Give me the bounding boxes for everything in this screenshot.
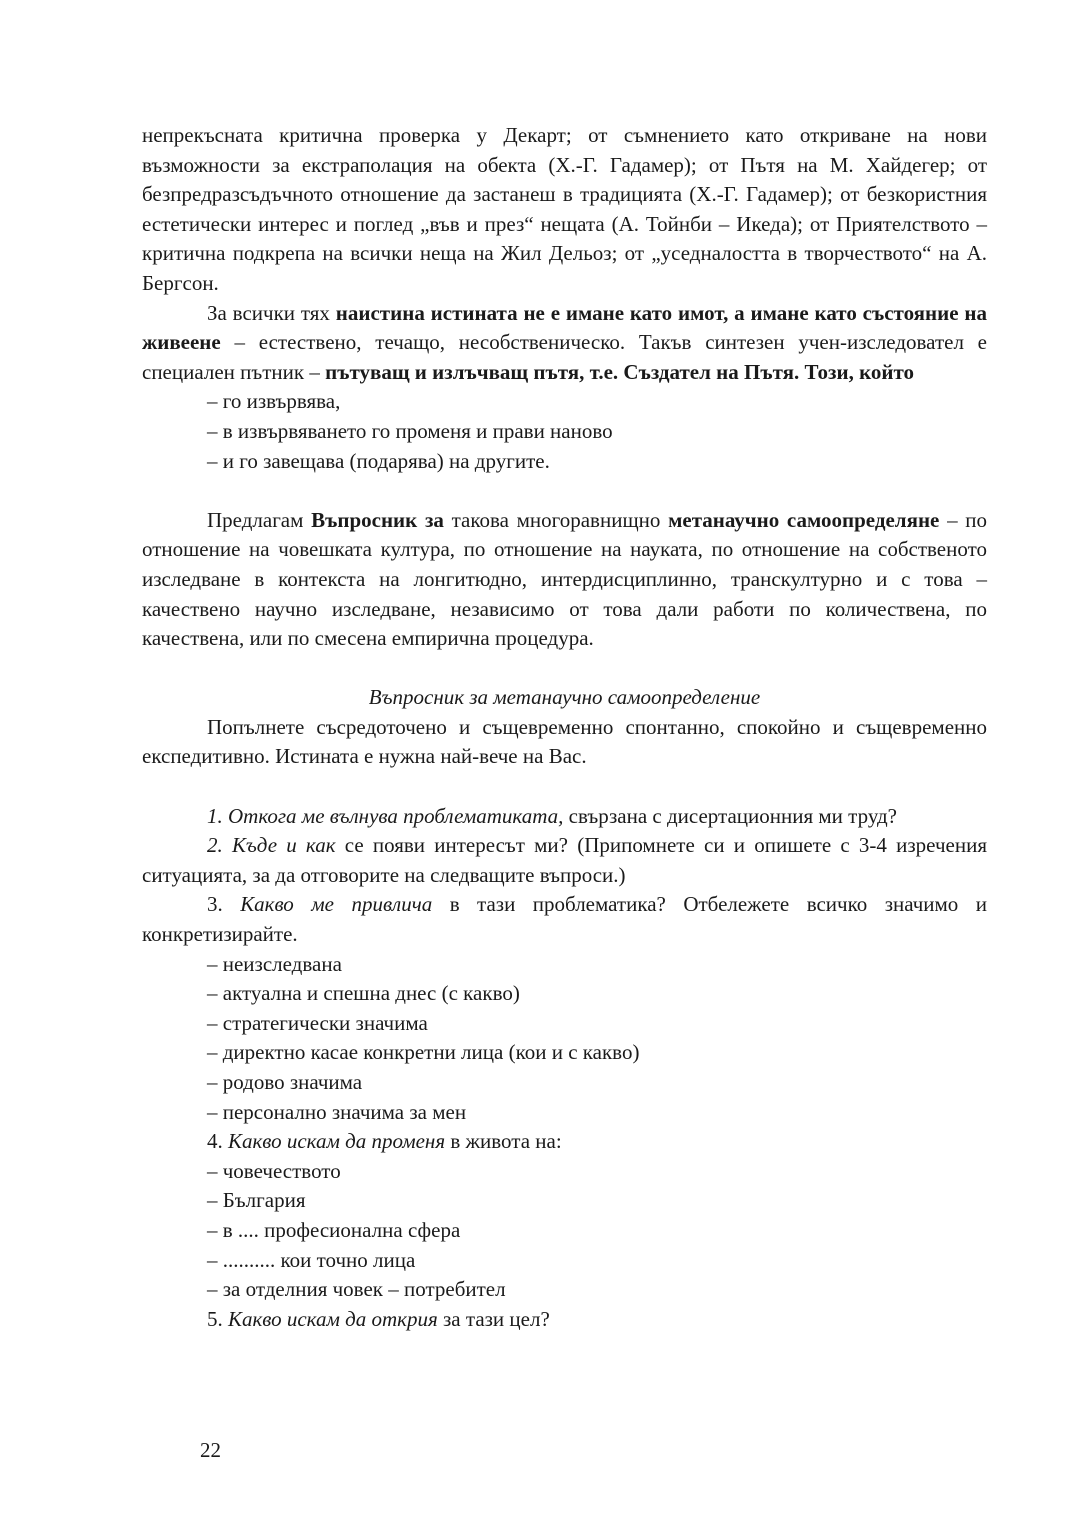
paragraph-intro: непрекъсната критична проверка у Декарт; от съмнението като откриване на нови възможности за екстраполация на обекта (Х.-Г. Гадамер); от Пътя на М. Хайдегер; от безпредразсъдъчното отношение да застанеш в традицията (Х.-Г. Гадамер); от безкористния естетически интерес и поглед „във и през“ нещата (А. Тойнби – Икеда); от Приятелството – критична подкрепа на всички неща на Жил Дельоз; от „уседналостта в творчеството“ на А. Бергсон.	[142, 123, 987, 295]
paragraph-truth: За всички тях наистина истината не е имане като имот, а имане като състояние на живеене – естествено, течащо, несобственическо. Такъв синтезен учен-изследовател е специален пътник – пътуващ и излъчващ пътя, т.е. Създател на Пътя. Този, който	[142, 300, 987, 384]
paragraph-proposal: Предлагам Въпросник за такова многоравнищно метанаучно самоопределяне – по отношение на човешката култура, по отношение на науката, по отношение на собственото изследване в контекста на лонгитюдно, интердисциплинно, транскултурно и с това – качествено научно изследване, независимо от това дали работи по количествена, по качествена, или по смесена емпирична процедура.	[142, 507, 987, 651]
page-body	[142, 121, 987, 1334]
list-item: – неизследвана	[207, 951, 342, 976]
question-2: 2. Къде и как се появи интересът ми? (Припомнете си и опишете с 3-4 изречения ситуацията, за да отговорите на следващите въпроси.)	[142, 833, 987, 887]
list-item: – и го завещава (подарява) на другите.	[207, 448, 550, 473]
list-item: – в извървяването го променя и прави наново	[207, 418, 613, 443]
list-item: – .......... кои точно лица	[207, 1247, 416, 1272]
list-item: – човечеството	[207, 1158, 341, 1183]
list-item: – за отделния човек – потребител	[207, 1277, 506, 1302]
questionnaire-instructions: Попълнете съсредоточено и същевременно спонтанно, спокойно и същевременно експедитивно. Истината е нужна най-вече на Вас.	[142, 714, 987, 769]
question-1: 1. Откога ме вълнува проблематиката, свързана с дисертационния ми труд?	[207, 803, 897, 828]
list-item: – го извървява,	[207, 389, 341, 414]
list-item: – родово значима	[207, 1070, 363, 1094]
question-5: 5. Какво искам да открия за тази цел?	[207, 1306, 550, 1331]
question-3: 3. Какво ме привлича в тази проблематика? Отбележете всичко значимо и конкретизирайте.	[142, 892, 987, 947]
list-item: – директно касае конкретни лица (кои и с какво)	[207, 1040, 640, 1065]
list-item: – стратегически значима	[207, 1010, 428, 1035]
list-item: – персонално значима за мен	[207, 1099, 467, 1124]
page-number: 22	[200, 1438, 221, 1462]
list-item: – актуална и спешна днес (с какво)	[207, 981, 520, 1006]
spacer	[142, 476, 987, 506]
spacer	[142, 654, 987, 684]
list-item: – България	[207, 1188, 306, 1213]
list-item: – в .... професионална сфера	[207, 1217, 461, 1242]
questionnaire-title: Въпросник за метанаучно самоопределение	[368, 685, 761, 710]
question-4: 4. Какво искам да променя в живота на:	[207, 1129, 562, 1154]
spacer	[142, 772, 987, 802]
